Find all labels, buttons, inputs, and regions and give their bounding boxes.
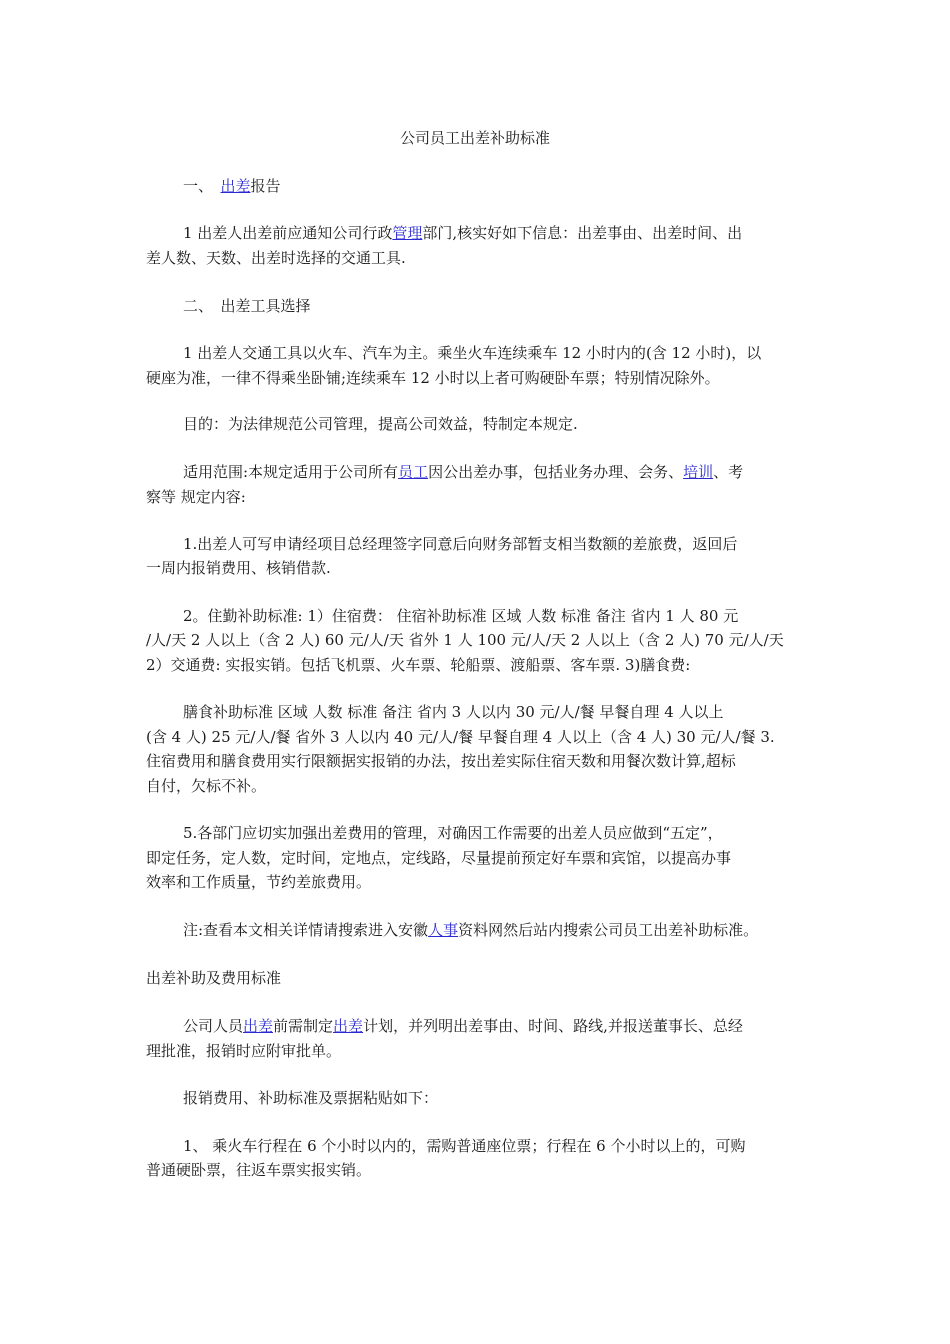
paragraph-line bbox=[183, 1016, 743, 1036]
paragraph-note bbox=[183, 920, 758, 940]
paragraph-line: 1、 乘火车行程在 6 个小时以内的，需购普通座位票；行程在 6 个小时以上的，可购 bbox=[183, 1137, 746, 1155]
section-heading-report bbox=[183, 176, 281, 196]
link-personnel[interactable]: 人事 bbox=[428, 921, 459, 939]
link-training[interactable]: 培训 bbox=[683, 463, 714, 481]
paragraph-line: 1.出差人可写申请经项目总经理签字同意后向财务部暂支相当数额的差旅费，返回后 bbox=[183, 535, 738, 553]
text-run: 1 出差人出差前应通知公司行政 bbox=[183, 224, 393, 242]
paragraph-line: 1 出差人交通工具以火车、汽车为主。乘坐火车连续乘车 12 小时内的(含 12 小时)，以 bbox=[183, 344, 762, 362]
text-run: 适用范围:本规定适用于公司所有 bbox=[183, 463, 399, 481]
paragraph-line: /人/天 2 人以上（含 2 人) 60 元/人/天 省外 1 人 100 元/人/天 2 人以上（含 2 人) 70 元/人/天 bbox=[146, 631, 784, 649]
paragraph-purpose: 目的：为法律规范公司管理，提高公司效益，特制定本规定. bbox=[183, 415, 578, 433]
paragraph-line: 一周内报销费用、核销借款. bbox=[146, 559, 331, 577]
paragraph-line: 自付，欠标不补。 bbox=[146, 777, 267, 795]
section-heading-tools: 二、 出差工具选择 bbox=[183, 297, 311, 315]
text-run: 部门,核实好如下信息：出差事由、出差时间、出 bbox=[422, 224, 743, 242]
paragraph-line: 差人数、天数、出差时选择的交通工具. bbox=[146, 249, 406, 267]
paragraph-line: 膳食补助标准 区域 人数 标准 备注 省内 3 人以内 30 元/人/餐 早餐自理 4 人以上 bbox=[183, 703, 724, 721]
paragraph-line: 普通硬卧票，往返车票实报实销。 bbox=[146, 1161, 372, 1179]
paragraph-line: 理批准，报销时应附审批单。 bbox=[146, 1042, 342, 1060]
text-run: 注:查看本文相关详情请搜索进入安徽 bbox=[183, 921, 429, 939]
link-employee[interactable]: 员工 bbox=[398, 463, 429, 481]
document-title: 公司员工出差补助标准 bbox=[399, 129, 550, 147]
text-run: 计划，并列明出差事由、时间、路线,并报送董事长、总经 bbox=[363, 1017, 743, 1035]
text-run: 、考 bbox=[713, 463, 744, 481]
section-number: 一、 bbox=[183, 177, 221, 195]
link-business-trip[interactable]: 出差 bbox=[220, 177, 251, 195]
paragraph-line bbox=[183, 462, 743, 482]
paragraph-line: (含 4 人) 25 元/人/餐 省外 3 人以内 40 元/人/餐 早餐自理 4 人以上（含 4 人) 30 元/人/餐 3. bbox=[146, 728, 775, 746]
paragraph-line: 住宿费用和膳食费用实行限额据实报销的办法，按出差实际住宿天数和用餐次数计算,超标 bbox=[146, 752, 736, 770]
link-business-trip-2[interactable]: 出差 bbox=[243, 1017, 274, 1035]
section-heading-text: 报告 bbox=[250, 177, 281, 195]
paragraph-line: 即定任务，定人数，定时间，定地点，定线路，尽量提前预定好车票和宾馆，以提高办事 bbox=[146, 849, 732, 867]
text-run: 因公出差办事，包括业务办理、会务、 bbox=[428, 463, 684, 481]
paragraph-line: 5.各部门应切实加强出差费用的管理，对确因工作需要的出差人员应做到“五定”， bbox=[183, 824, 723, 842]
link-business-trip-3[interactable]: 出差 bbox=[333, 1017, 364, 1035]
paragraph-line bbox=[183, 223, 742, 243]
paragraph-line: 2。住勤补助标准: 1）住宿费： 住宿补助标准 区域 人数 标准 备注 省内 1 人 80 元 bbox=[183, 607, 739, 625]
paragraph-line: 硬座为准，一律不得乘坐卧铺;连续乘车 12 小时以上者可购硬卧车票；特别情况除外。 bbox=[146, 369, 720, 387]
text-run: 资料网然后站内搜索公司员工出差补助标准。 bbox=[458, 921, 759, 939]
text-run: 公司人员 bbox=[183, 1017, 244, 1035]
link-management[interactable]: 管理 bbox=[392, 224, 423, 242]
paragraph-line: 察等 规定内容: bbox=[146, 488, 246, 506]
subheading-allowance: 出差补助及费用标准 bbox=[146, 969, 282, 987]
paragraph-line: 效率和工作质量，节约差旅费用。 bbox=[146, 873, 372, 891]
paragraph-line: 2）交通费: 实报实销。包括飞机票、火车票、轮船票、渡船票、客车票. 3)膳食费: bbox=[146, 656, 691, 674]
text-run: 前需制定 bbox=[273, 1017, 334, 1035]
paragraph-reimbursement: 报销费用、补助标准及票据粘贴如下： bbox=[183, 1089, 439, 1107]
